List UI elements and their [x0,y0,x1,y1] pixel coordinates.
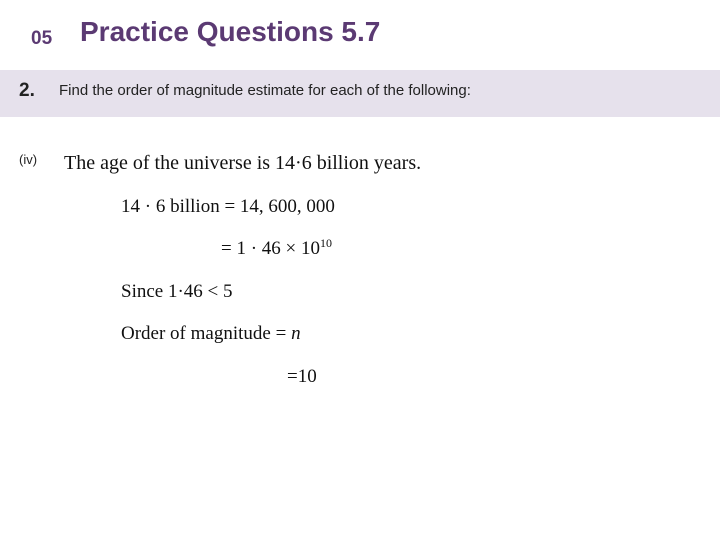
exponent: 10 [320,236,333,250]
question-number: 2. [19,80,35,101]
chapter-number: 05 [31,28,53,49]
order-of-magnitude-label: Order of magnitude = [121,323,292,344]
page-title: Practice Questions 5.7 [80,16,381,47]
working-line-2 [221,238,332,260]
working-line-4 [121,323,301,345]
working-line-1: 14 · 6 billion = 14, 600, 000 [121,196,335,217]
variable-n: n [291,323,301,344]
question-prompt: Find the order of magnitude estimate for each of the following: [59,82,471,99]
working-line-5: =10 [287,366,317,387]
working-line-3: Since 1·46 < 5 [121,281,233,302]
scientific-notation: = 1 · 46 × 10 [221,238,321,259]
part-statement: The age of the universe is 14·6 billion years. [64,152,422,174]
part-label: (iv) [19,152,38,167]
